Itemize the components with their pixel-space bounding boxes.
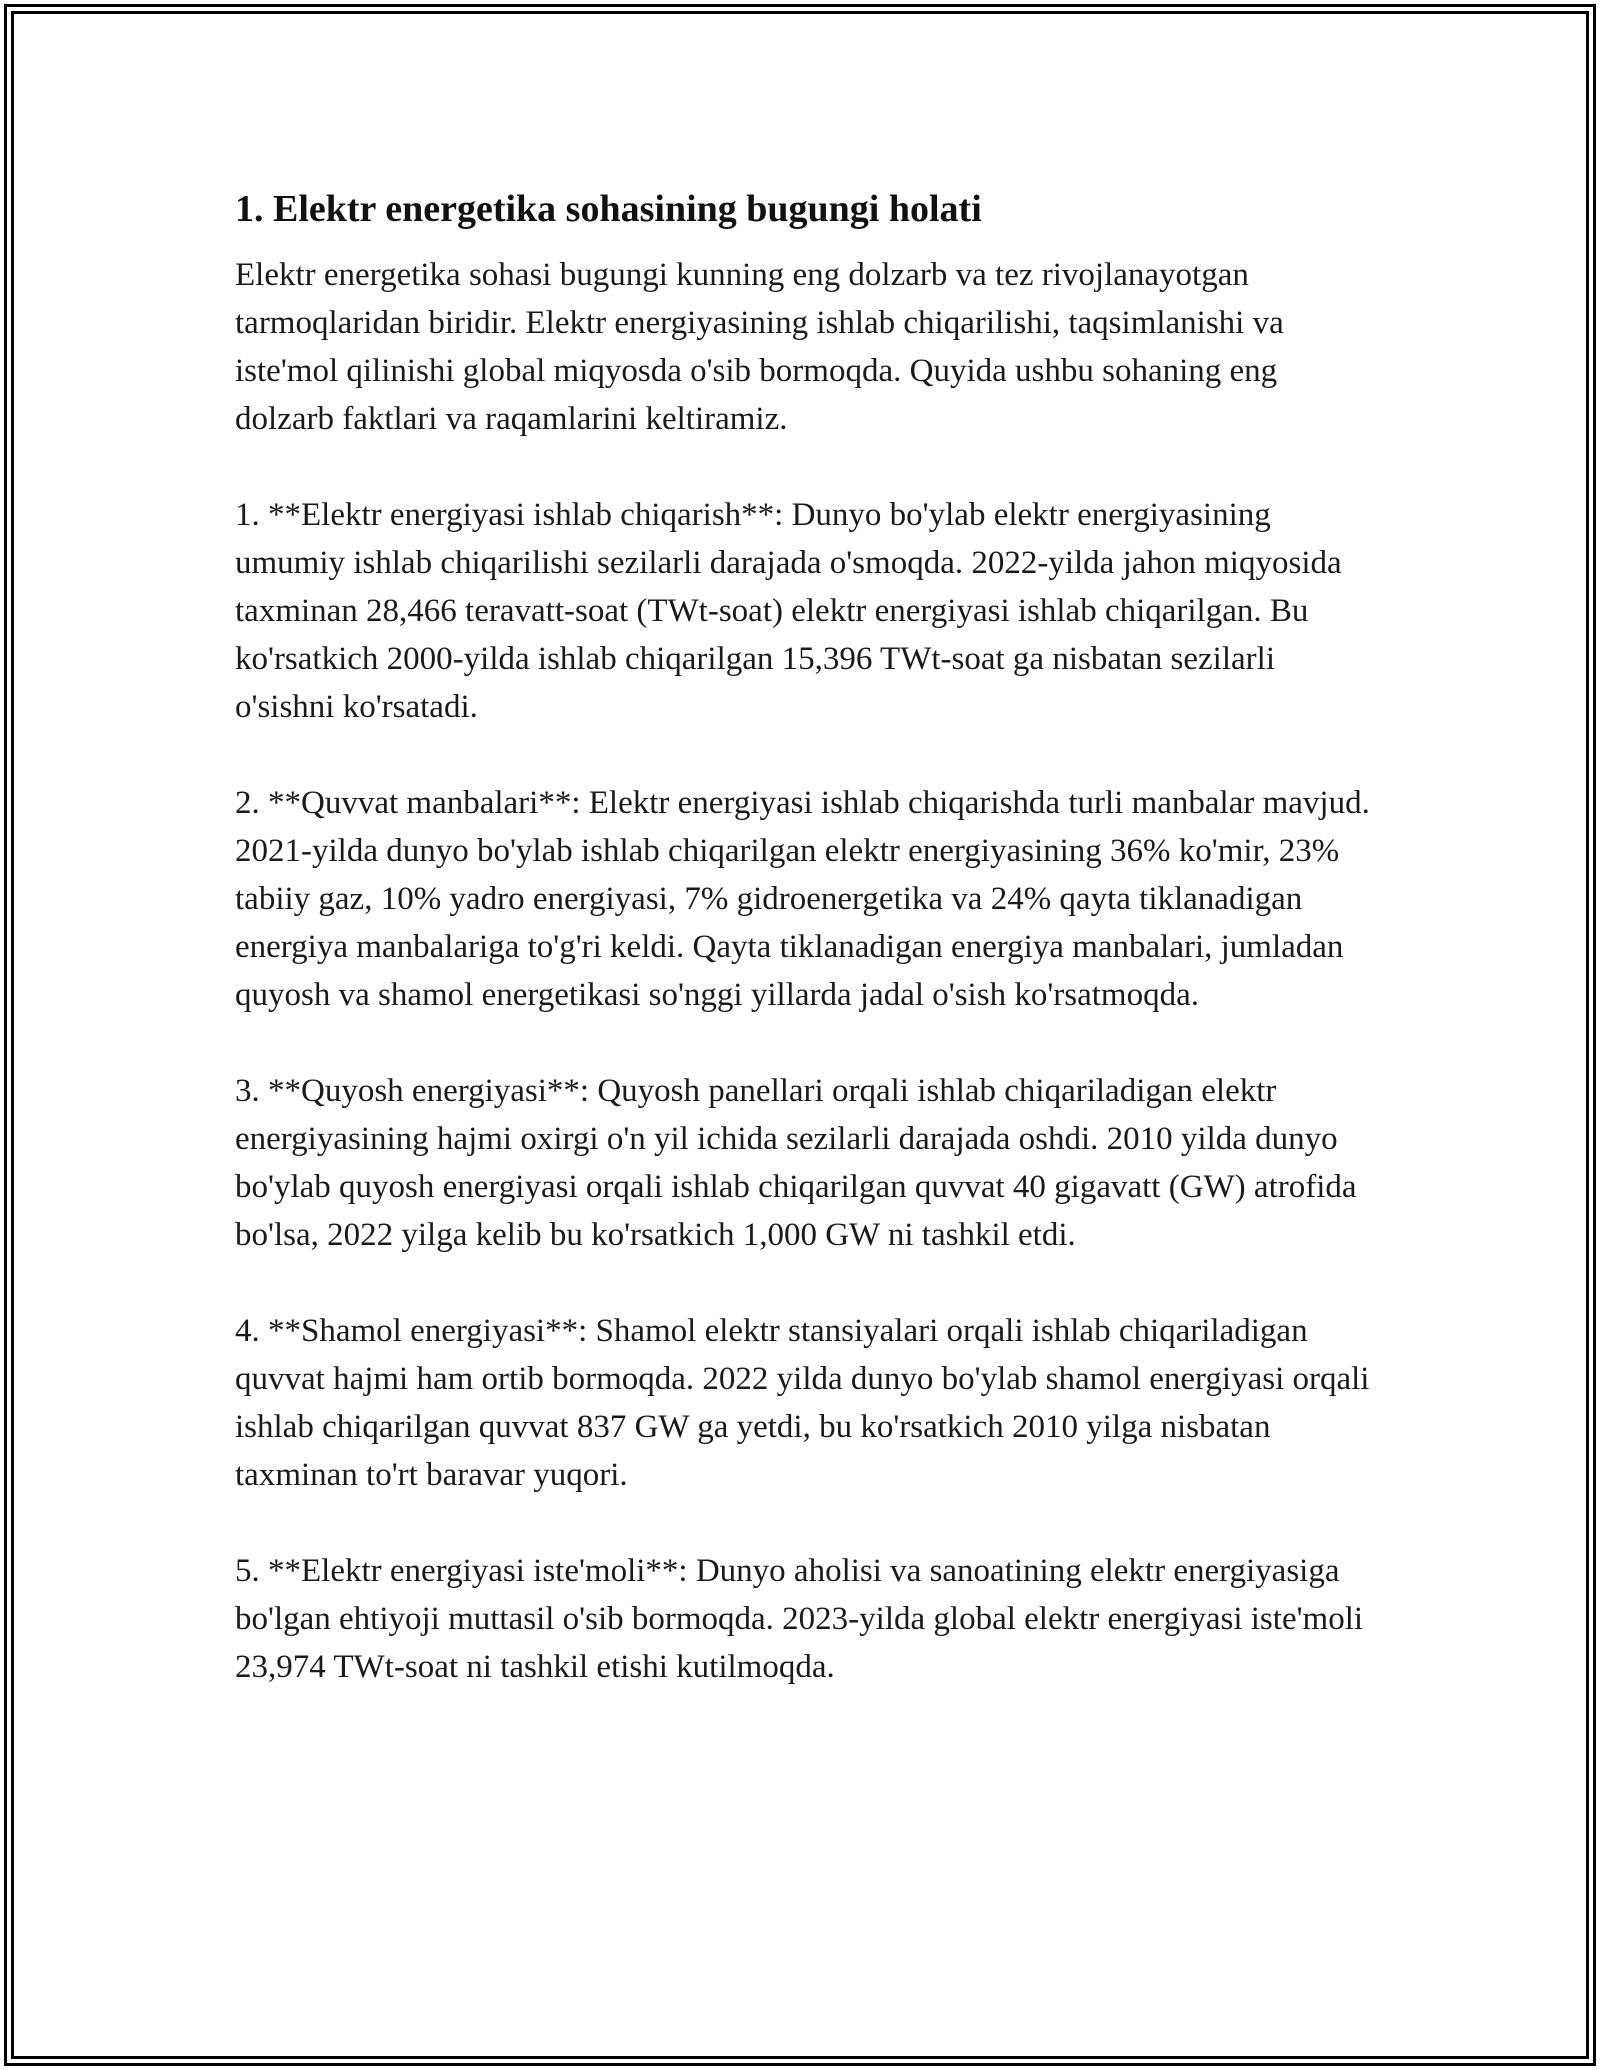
paragraph-solar-energy: 3. **Quyosh energiyasi**: Quyosh panellari orqali ishlab chiqariladigan elektr energiyasining hajmi oxirgi o'n yil ichida sezilarli darajada oshdi. 2010 yilda dunyo bo'ylab quyosh energiyasi orqali ishlab chiqarilgan quvvat 40 gigavatt (GW) atrofida bo'lsa, 2022 yilga kelib bu ko'rsatkich 1,000 GW ni tashkil etdi. xyxy=(235,1073,1357,1253)
document-title: 1. Elektr energetika sohasining bugungi holati xyxy=(235,188,982,230)
paragraph-electricity-consumption: 5. **Elektr energiyasi iste'moli**: Dunyo aholisi va sanoatining elektr energiyasiga bo'lgan ehtiyoji muttasil o'sib bormoqda. 2023-yilda global elektr energiyasi iste'moli 23,974 TWt-soat ni tashkil etishi kutilmoqda. xyxy=(235,1553,1364,1685)
paragraph-power-sources: 2. **Quvvat manbalari**: Elektr energiyasi ishlab chiqarishda turli manbalar mavjud. 2021-yilda dunyo bo'ylab ishlab chiqarilgan elektr energiyasining 36% ko'mir, 23% tabiiy gaz, 10% yadro energiyasi, 7% gidroenergetika va 24% qayta tiklanadigan energiya manbalariga to'g'ri keldi. Qayta tiklanadigan energiya manbalari, jumladan quyosh va shamol energetikasi so'nggi yillarda jadal o'sish ko'rsatmoqda. xyxy=(235,785,1370,1013)
paragraph-electricity-production: 1. **Elektr energiyasi ishlab chiqarish**: Dunyo bo'ylab elektr energiyasining umumiy ishlab chiqarilishi sezilarli darajada o'smoqda. 2022-yilda jahon miqyosida taxminan 28,466 teravatt-soat (TWt-soat) elektr energiyasi ishlab chiqarilgan. Bu ko'rsatkich 2000-yilda ishlab chiqarilgan 15,396 TWt-soat ga nisbatan sezilarli o'sishni ko'rsatadi. xyxy=(235,497,1342,725)
document-body xyxy=(235,185,1375,1739)
intro-paragraph: Elektr energetika sohasi bugungi kunning eng dolzarb va tez rivojlanayotgan tarmoqlaridan biridir. Elektr energiyasining ishlab chiqarilishi, taqsimlanishi va iste'mol qilinishi global miqyosda o'sib bormoqda. Quyida ushbu sohaning eng dolzarb faktlari va raqamlarini keltiramiz. xyxy=(235,257,1284,437)
paragraph-wind-energy: 4. **Shamol energiyasi**: Shamol elektr stansiyalari orqali ishlab chiqariladigan quvvat hajmi ham ortib bormoqda. 2022 yilda dunyo bo'ylab shamol energiyasi orqali ishlab chiqarilgan quvvat 837 GW ga yetdi, bu ko'rsatkich 2010 yilga nisbatan taxminan to'rt baravar yuqori. xyxy=(235,1313,1370,1493)
